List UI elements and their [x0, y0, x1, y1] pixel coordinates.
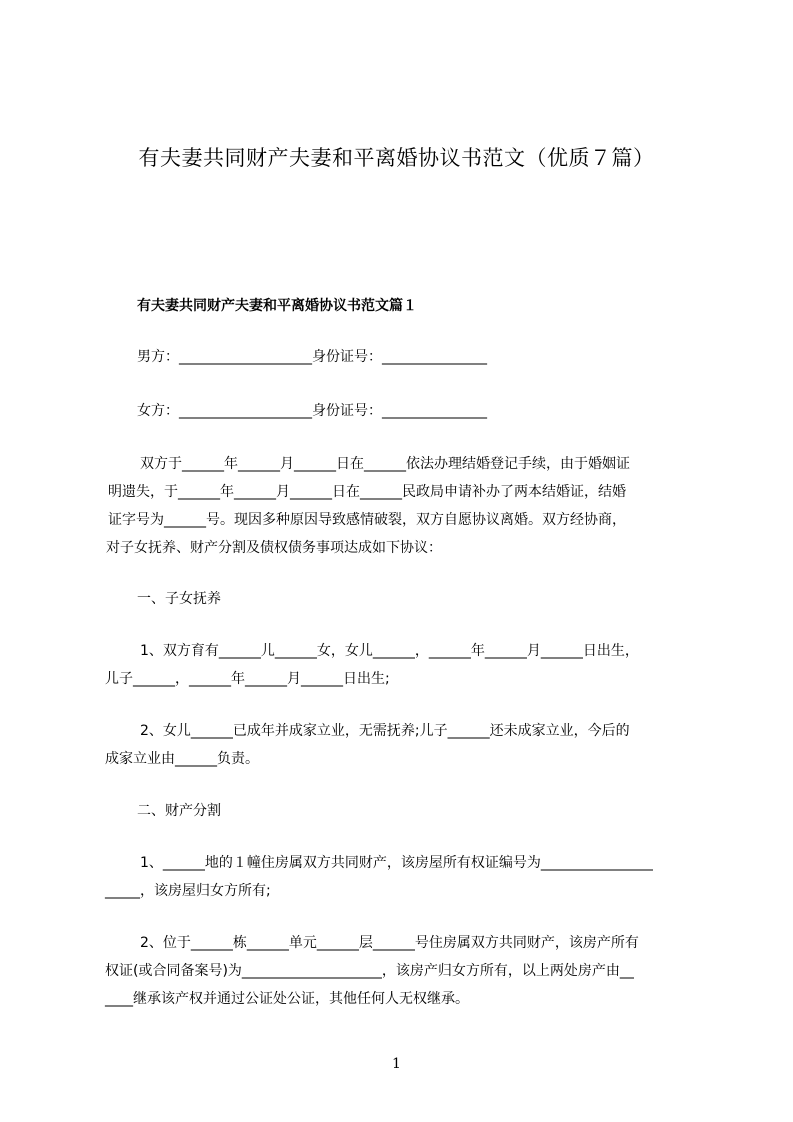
paragraph-line: 对子女抚养、财产分割及债权债务事项达成如下协议：: [106, 540, 442, 556]
section-heading: 有夫妻共同财产夫妻和平离婚协议书范文篇１: [137, 298, 417, 314]
paragraph-line: 双方于______年______月______日在______依法办理结婚登记手续，由于婚姻证: [140, 456, 630, 472]
page-number: 1: [392, 1056, 401, 1072]
paragraph-line: 权证(或合同备案号)为____________________，该房产归女方所有，以上两处房产由__: [105, 963, 634, 979]
paragraph-line: 1、______地的１幢住房属双方共同财产，该房屋所有权证编号为________________: [140, 855, 653, 871]
paragraph-line: 儿子______，______年______月______日出生;: [105, 671, 390, 687]
paragraph-line: 成家立业由______负责。: [105, 751, 259, 767]
section-property-division: 二、财产分割: [137, 803, 221, 819]
paragraph-line: 1、双方育有______儿______女，女儿______，______年______月______日出生，: [140, 643, 639, 659]
paragraph-line: _____，该房屋归女方所有;: [105, 883, 271, 899]
female-party-line: 女方：___________________身份证号：_______________: [137, 403, 487, 419]
section-child-support: 一、子女抚养: [137, 591, 221, 607]
paragraph-line: 证字号为______号。现因多种原因导致感情破裂，双方自愿协议离婚。双方经协商，: [108, 512, 626, 528]
document-title: 有夫妻共同财产夫妻和平离婚协议书范文（优质７篇）: [138, 146, 655, 170]
paragraph-line: 2、位于______栋______单元______层______号住房属双方共同财产，该房产所有: [140, 935, 639, 951]
paragraph-line: ____继承该产权并通过公证处公证，其他任何人无权继承。: [105, 991, 469, 1007]
paragraph-line: 明遗失，于______年______月______日在______民政局申请补办了两本结婚证，结婚: [108, 484, 626, 500]
male-party-line: 男方：___________________身份证号：_______________: [137, 349, 487, 365]
paragraph-line: 2、女儿______已成年并成家立业，无需抚养;儿子______还未成家立业，今后的: [140, 723, 630, 739]
